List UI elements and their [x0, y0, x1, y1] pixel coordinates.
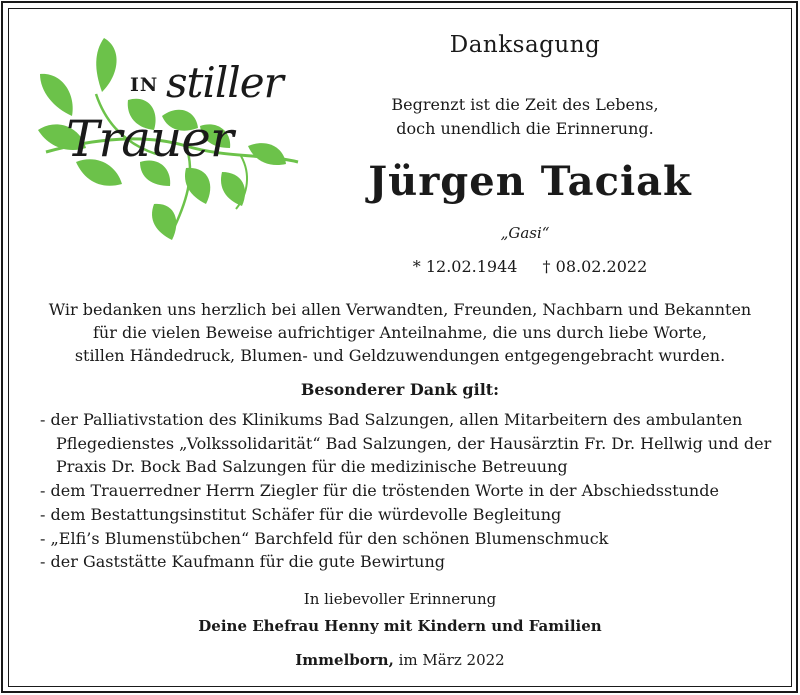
list-item: - der Gaststätte Kaufmann für die gute Bewirtung: [40, 552, 445, 572]
quote-line-1: Begrenzt ist die Zeit des Lebens,: [391, 95, 659, 114]
thanks-line-3: stillen Händedruck, Blumen- und Geldzuwendungen entgegengebracht wurden.: [74, 346, 726, 365]
logo-word-stiller: stiller: [166, 58, 283, 107]
deceased-name: Jürgen Taciak: [368, 158, 692, 205]
logo-word-in: IN: [130, 74, 159, 96]
list-item-continuation: Praxis Dr. Bock Bad Salzungen für die medizinische Betreuung: [56, 457, 568, 477]
closing-line: In liebevoller Erinnerung: [303, 590, 497, 608]
list-item: - „Elfi’s Blumenstübchen“ Barchfeld für den schönen Blumenschmuck: [40, 528, 609, 548]
special-thanks-heading: Besonderer Dank gilt:: [300, 380, 500, 399]
nickname: „Gasi“: [500, 224, 550, 242]
list-item: - dem Bestattungsinstitut Schäfer für die würdevolle Begleitung: [40, 504, 562, 524]
thanks-line-2: für die vielen Beweise aufrichtiger Anteilnahme, die uns durch liebe Worte,: [93, 323, 707, 342]
logo-word-trauer: Trauer: [66, 110, 233, 168]
thanks-line-1: Wir bedanken uns herzlich bei allen Verwandten, Freunden, Nachbarn und Bekannten: [48, 300, 752, 319]
heading-danksagung: Danksagung: [449, 32, 601, 58]
place-town: Immelborn,: [295, 651, 394, 669]
death-date: † 08.02.2022: [542, 257, 648, 276]
quote-line-2: doch unendlich die Erinnerung.: [396, 119, 654, 138]
family-signature: Deine Ehefrau Henny mit Kindern und Familien: [198, 617, 602, 635]
list-item: - der Palliativstation des Klinikums Bad Salzungen, allen Mitarbeitern des ambulanten: [40, 410, 743, 429]
life-dates: [380, 257, 680, 276]
place-and-date: [0, 651, 800, 669]
place-date: im März 2022: [398, 651, 505, 669]
birth-date: * 12.02.1944: [412, 257, 518, 276]
list-item-continuation: Pflegedienstes „Volkssolidarität“ Bad Salzungen, der Hausärztin Fr. Dr. Hellwig und der: [56, 433, 772, 453]
list-item: - dem Trauerredner Herrn Ziegler für die tröstenden Worte in der Abschiedsstunde: [40, 481, 719, 501]
thanks-list: [40, 408, 780, 574]
